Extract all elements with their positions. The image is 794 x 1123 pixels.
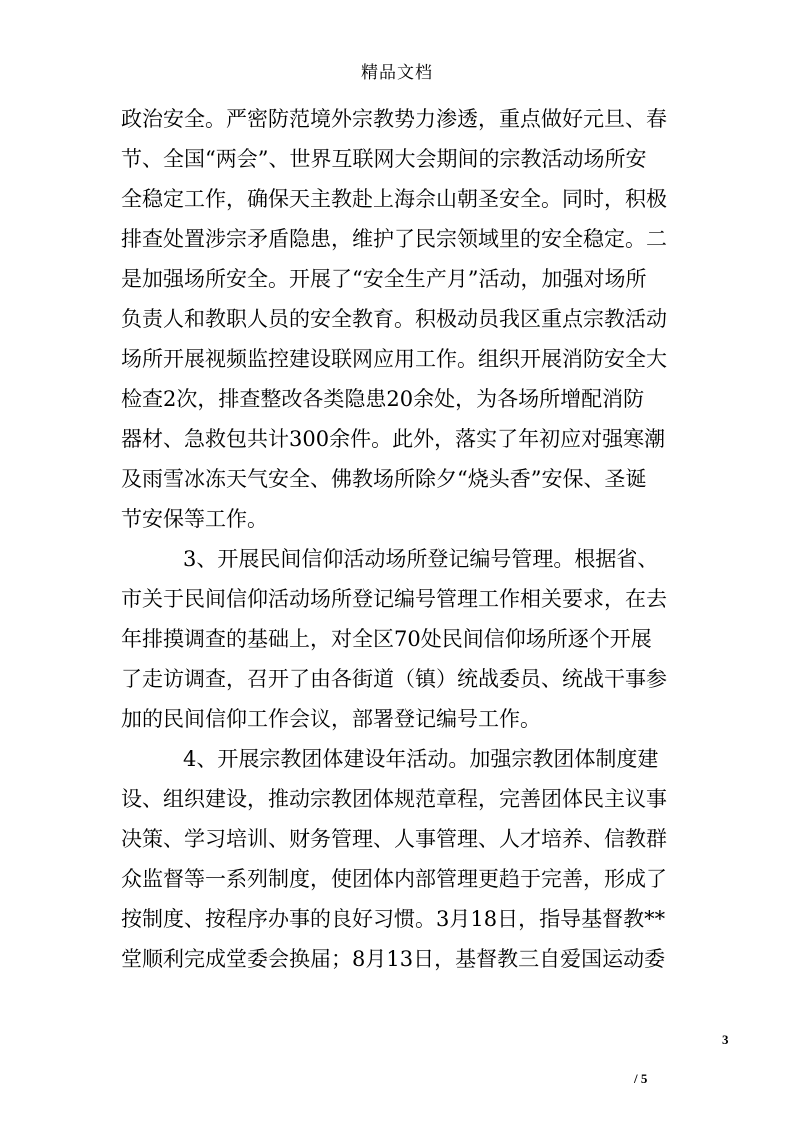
body-line: 按制度、按程序办事的良好习惯。3月18日，指导基督教**	[121, 907, 666, 931]
body-line: 场所开展视频监控建设联网应用工作。组织开展消防安全大	[121, 347, 667, 371]
body-line: 检查2次，排查整改各类隐患20余处，为各场所增配消防	[121, 387, 645, 411]
body-line: 及雨雪冰冻天气安全、佛教场所除夕“烧头香”安保、圣诞	[121, 467, 647, 491]
paragraph-start-line: 4、开展宗教团体建设年活动。加强宗教团体制度建	[183, 747, 659, 771]
document-body	[121, 99, 676, 979]
paragraph-start-line: 3、开展民间信仰活动场所登记编号管理。根据省、	[183, 547, 659, 571]
body-line: 市关于民间信仰活动场所登记编号管理工作相关要求，在去	[121, 587, 667, 611]
body-line: 众监督等一系列制度，使团体内部管理更趋于完善，形成了	[121, 867, 667, 891]
page-total: / 5	[634, 1071, 648, 1086]
body-line: 器材、急救包共计300余件。此外，落实了年初应对强寒潮	[121, 427, 666, 451]
document-header-title: 精品文档	[361, 63, 433, 83]
body-line: 年排摸调查的基础上，对全区70处民间信仰场所逐个开展	[121, 627, 652, 651]
body-line: 节、全国“两会”、世界互联网大会期间的宗教活动场所安	[121, 147, 647, 171]
body-line: 全稳定工作，确保天主教赴上海佘山朝圣安全。同时，积极	[121, 187, 667, 211]
body-line: 决策、学习培训、财务管理、人事管理、人才培养、信教群	[121, 827, 667, 851]
body-line: 是加强场所安全。开展了“安全生产月”活动，加强对场所	[121, 267, 647, 291]
body-line: 排查处置涉宗矛盾隐患，维护了民宗领域里的安全稳定。二	[121, 227, 667, 251]
page-number: 3	[722, 1032, 729, 1047]
body-line: 负责人和教职人员的安全教育。积极动员我区重点宗教活动	[121, 307, 667, 331]
body-line: 政治安全。严密防范境外宗教势力渗透，重点做好元旦、春	[121, 107, 667, 131]
body-line: 了走访调查，召开了由各街道（镇）统战委员、统战干事参	[121, 667, 667, 691]
body-line: 节安保等工作。	[121, 507, 268, 531]
body-line: 设、组织建设，推动宗教团体规范章程，完善团体民主议事	[121, 787, 667, 811]
body-line: 堂顺利完成堂委会换届；8月13日，基督教三自爱国运动委	[121, 947, 666, 971]
body-line: 加的民间信仰工作会议，部署登记编号工作。	[121, 707, 541, 731]
